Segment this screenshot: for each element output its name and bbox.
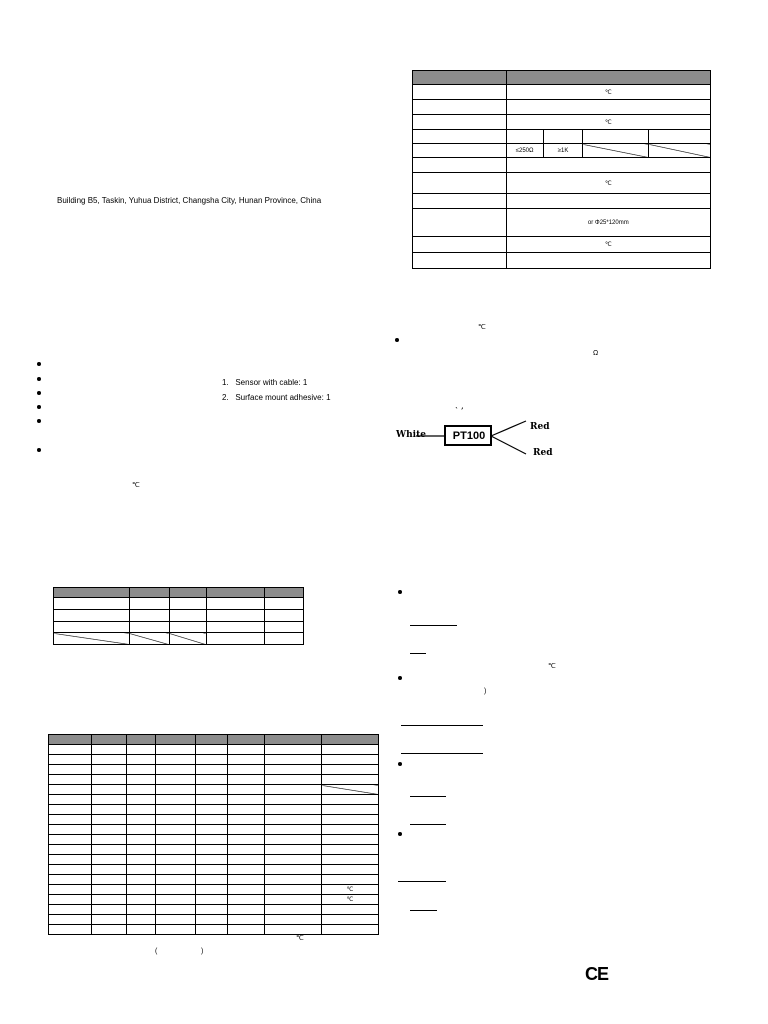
degree-symbol: ℃ [322, 895, 379, 905]
degree-symbol: ℃ [132, 482, 140, 489]
ohm-symbol: Ω [593, 350, 599, 357]
degree-symbol: ℃ [548, 663, 556, 670]
bullet [37, 419, 41, 423]
sensor-label: PT100 [452, 430, 486, 442]
degree-symbol: ℃ [506, 85, 710, 100]
bullet [37, 362, 41, 366]
bullet [395, 338, 399, 342]
bullet [398, 832, 402, 836]
size-note: or Φ25*120mm [506, 209, 710, 237]
package-item: 2. Surface mount adhesive: 1 [222, 393, 331, 402]
spec-table [412, 70, 711, 269]
close-paren: ) [201, 948, 204, 955]
bullet [398, 676, 402, 680]
degree-symbol: ℃ [478, 324, 486, 331]
package-item: 1. Sensor with cable: 1 [222, 378, 308, 387]
degree-symbol: ℃ [506, 173, 710, 194]
red-wire-label: Red [533, 448, 553, 458]
underline [410, 625, 457, 626]
bullet [398, 762, 402, 766]
resistance-max: ≤250Ω [506, 144, 543, 158]
ce-mark: CE [585, 964, 609, 984]
data-table [48, 734, 379, 935]
open-paren: ( [155, 948, 158, 955]
bullet [37, 405, 41, 409]
underline [410, 824, 446, 825]
close-paren: ) [484, 688, 487, 695]
underline [410, 796, 446, 797]
tick-marks: ` ʼ [455, 406, 464, 415]
degree-symbol: ℃ [506, 237, 710, 253]
underline [401, 725, 483, 726]
model-table [53, 587, 304, 645]
underline [410, 910, 437, 911]
red-wire-2 [491, 436, 526, 454]
degree-symbol: ℃ [296, 935, 304, 942]
bullet [37, 448, 41, 452]
degree-symbol: ℃ [506, 115, 710, 130]
resistance-min: ≥1K [543, 144, 583, 158]
degree-symbol: ℃ [322, 885, 379, 895]
bullet [37, 377, 41, 381]
company-address: Building B5, Taskin, Yuhua District, Changsha City, Hunan Province, China [57, 196, 322, 205]
red-wire-1 [491, 421, 526, 436]
underline [398, 881, 446, 882]
underline [410, 653, 426, 654]
red-wire-label: Red [530, 422, 550, 432]
bullet [398, 590, 402, 594]
bullet [37, 391, 41, 395]
underline [401, 753, 483, 754]
white-wire-label: White [396, 430, 426, 440]
